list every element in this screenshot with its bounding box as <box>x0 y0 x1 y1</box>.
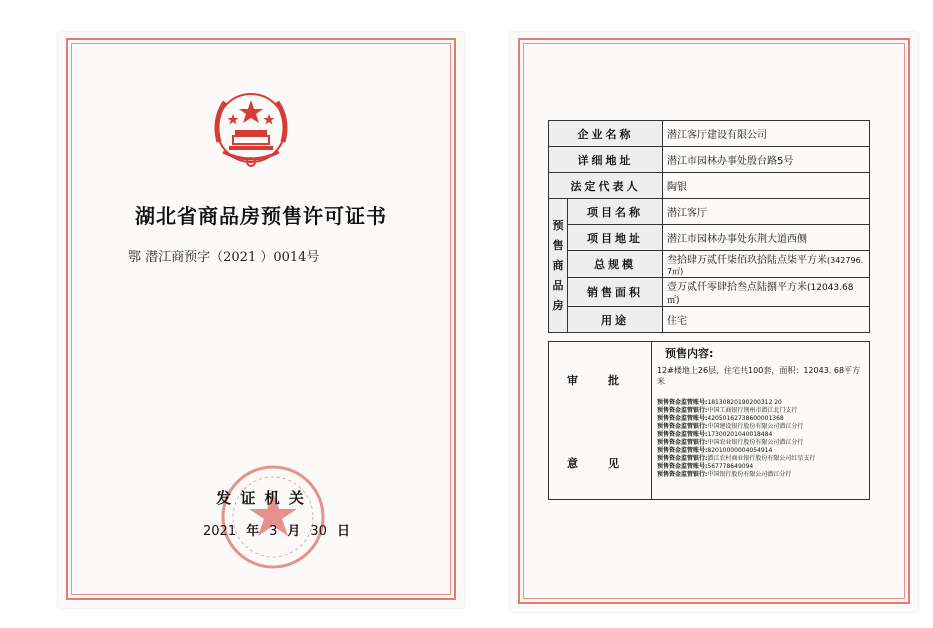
official-seal-icon <box>218 462 328 572</box>
table-row <box>549 121 870 147</box>
project-name-label: 项目名称 <box>568 199 663 225</box>
list-item <box>657 455 864 463</box>
list-item <box>657 463 864 471</box>
supervision-key: 预售资金监管银行: <box>657 471 708 478</box>
supervision-value: 中国农业银行股份有限公司潜江分行 <box>707 439 804 446</box>
approval-content-cell <box>652 342 870 500</box>
supervision-key: 预售资金监管账号: <box>657 415 708 422</box>
sales-area-value <box>663 278 870 307</box>
presale-summary: 12#楼地上26层，住宅共100套，面积：12043. 68平方米 <box>657 366 861 386</box>
supervision-value: 82010000004054914 <box>707 447 773 454</box>
approval-label-bottom: 意见 <box>567 457 649 470</box>
supervision-value: 中国银行股份有限公司潜江分行 <box>707 471 792 478</box>
list-item <box>657 431 864 439</box>
legal-rep-value: 陶银 <box>663 173 870 199</box>
company-name-value: 潜江客厅建设有限公司 <box>663 121 870 147</box>
table-row <box>549 278 870 307</box>
total-scale-value <box>663 251 870 278</box>
table-row <box>549 342 870 500</box>
company-info-table <box>548 120 870 333</box>
list-item <box>657 399 864 407</box>
certificate-left-page <box>58 32 464 608</box>
table-row <box>549 251 870 278</box>
year-unit: 年 <box>246 524 260 539</box>
supervision-value: 567778649094 <box>707 463 754 470</box>
supervision-key: 预售资金监管账号: <box>657 447 708 454</box>
issuing-authority: 发 证 机 关 <box>216 489 306 507</box>
supervision-key: 预售资金监管银行: <box>657 423 708 430</box>
list-item <box>657 415 864 423</box>
total-scale-label: 总规模 <box>568 251 663 278</box>
usage-value: 住宅 <box>663 307 870 333</box>
supervision-value: 17300201040018484 <box>707 431 773 438</box>
table-row <box>549 225 870 251</box>
project-address-label: 项目地址 <box>568 225 663 251</box>
table-row <box>549 147 870 173</box>
table-row <box>549 307 870 333</box>
supervision-value: 潜江农村商业银行股份有限公司红星支行 <box>707 455 816 462</box>
supervision-value: 中国工商银行荆州市潜江北门支行 <box>707 407 798 414</box>
address-label: 详细地址 <box>549 147 663 173</box>
supervision-key: 预售资金监管账号: <box>657 431 708 438</box>
certificate-right-page <box>510 32 918 612</box>
presale-side-label: 预售商品房 <box>549 199 568 333</box>
presale-content-heading: 预售内容: <box>665 347 714 360</box>
sales-area-label: 销售面积 <box>568 278 663 307</box>
supervision-key: 预售资金监管账号: <box>657 463 708 470</box>
table-row <box>549 173 870 199</box>
list-item <box>657 447 864 455</box>
project-address-value: 潜江市园林办事处东荆大道西侧 <box>663 225 870 251</box>
certificate-title: 湖北省商品房预售许可证书 <box>135 204 387 228</box>
supervision-value: 中国建设银行股份有限公司潜江分行 <box>707 423 804 430</box>
sales-area-extra: (12043.68㎡) <box>667 283 854 306</box>
certificate-number: 鄂 潜江商预字（2021 ）0014号 <box>128 250 320 265</box>
legal-rep-label: 法定代表人 <box>549 173 663 199</box>
approval-label-cell <box>549 342 652 500</box>
day-unit: 日 <box>336 524 350 539</box>
table-row <box>549 199 870 225</box>
list-item <box>657 471 864 479</box>
company-name-label: 企业名称 <box>549 121 663 147</box>
supervision-key: 预售资金监管银行: <box>657 407 708 414</box>
supervision-value: 18130820190200312 20 <box>707 399 782 406</box>
issue-year: 2021 <box>203 524 237 539</box>
address-value: 潜江市园林办事处殷台路5号 <box>663 147 870 173</box>
issue-day: 30 <box>310 524 327 539</box>
month-unit: 月 <box>287 524 301 539</box>
usage-label: 用途 <box>568 307 663 333</box>
supervision-key: 预售资金监管账号: <box>657 399 708 406</box>
total-scale-text: 叁拾肆万贰仟柒佰玖拾陆点柒平方米 <box>667 255 827 266</box>
list-item <box>657 439 864 447</box>
approval-opinion-table <box>548 341 870 500</box>
supervision-list <box>657 399 864 479</box>
national-emblem-icon <box>203 80 299 176</box>
issue-date <box>203 520 350 539</box>
approval-label-top: 审批 <box>567 374 649 387</box>
supervision-key: 预售资金监管银行: <box>657 439 708 446</box>
supervision-value: 42050162738600001368 <box>707 415 784 422</box>
list-item <box>657 407 864 415</box>
list-item <box>657 423 864 431</box>
issue-month: 3 <box>269 524 278 539</box>
project-name-value: 潜江客厅 <box>663 199 870 225</box>
total-scale-extra: (342796. 7㎡) <box>667 256 864 276</box>
supervision-key: 预售资金监管银行: <box>657 455 708 462</box>
sales-area-text: 壹万贰仟零肆拾叁点陆捌平方米 <box>667 282 807 293</box>
